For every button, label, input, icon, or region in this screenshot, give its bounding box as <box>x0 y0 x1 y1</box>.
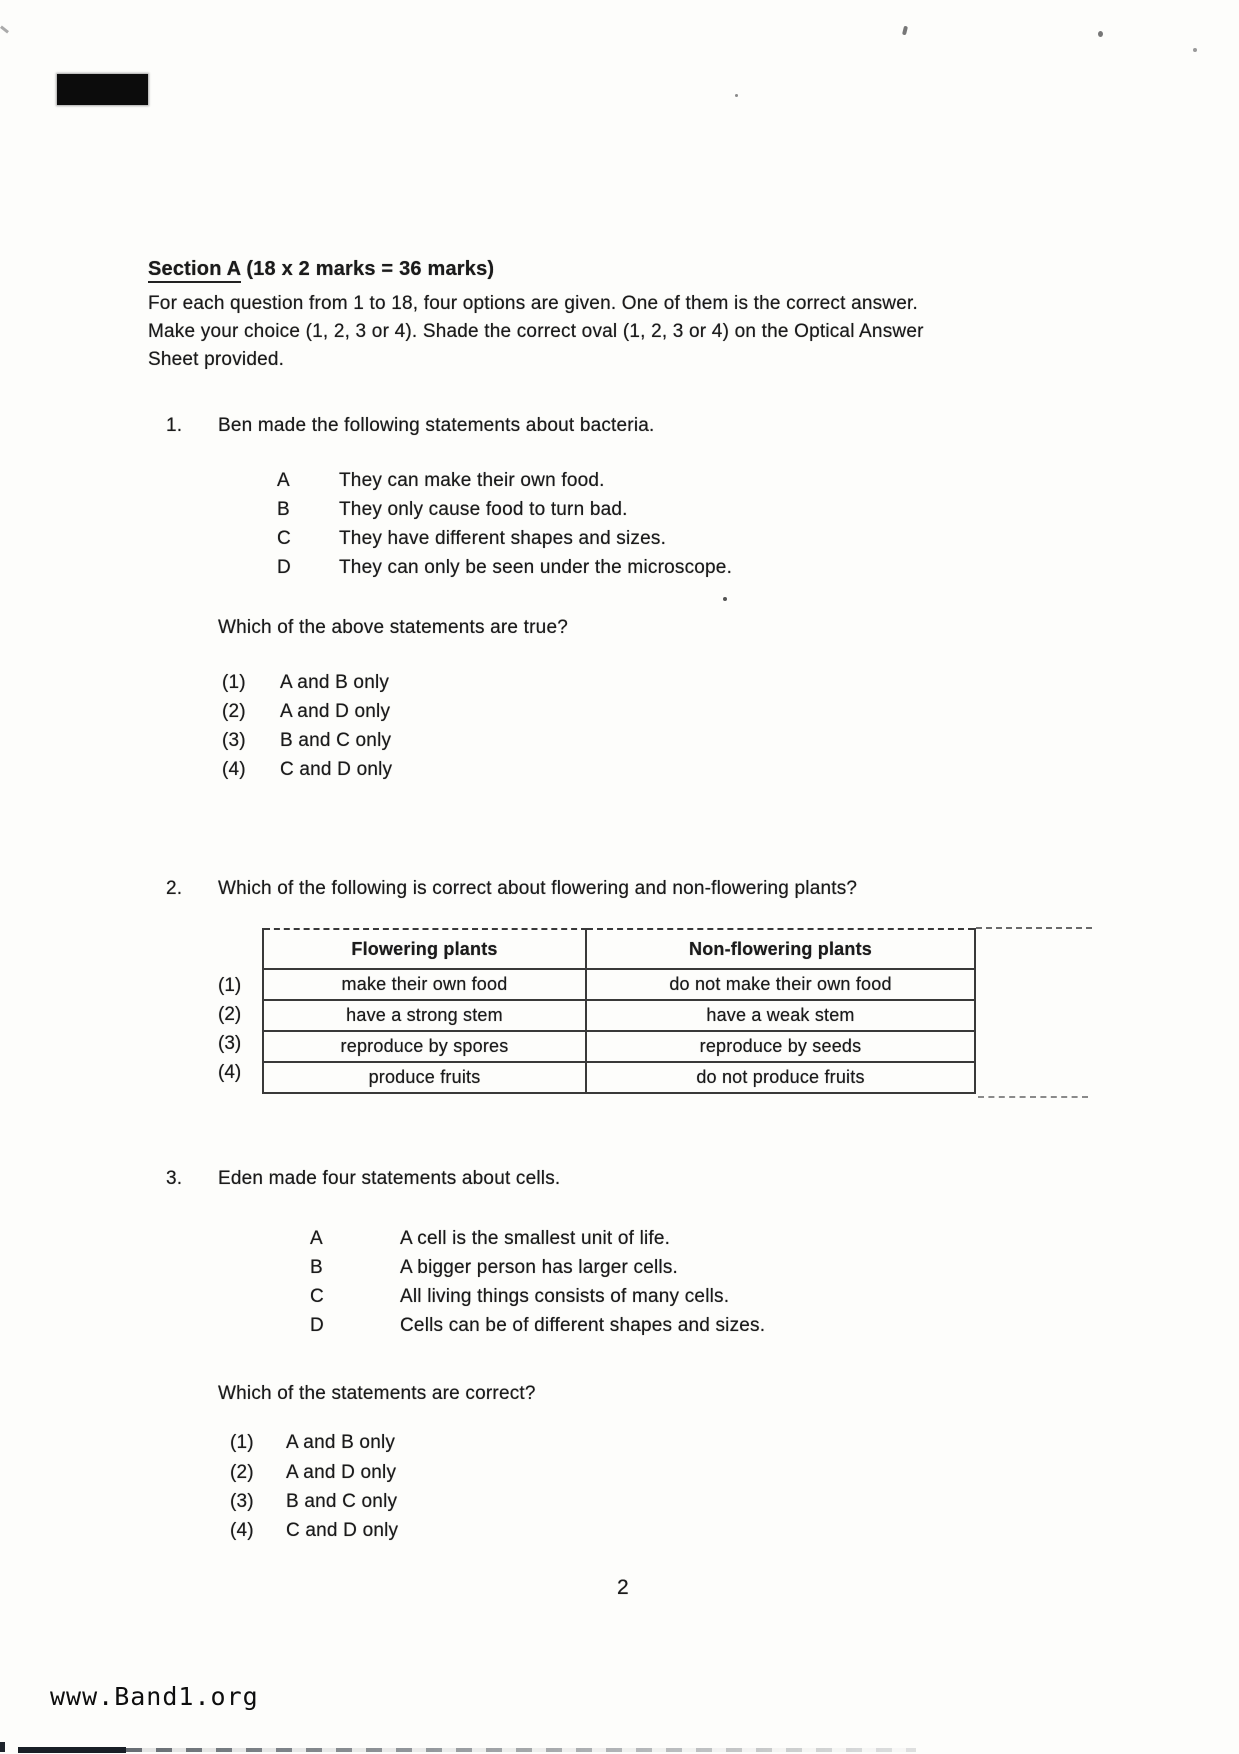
q3-statement-text: Cells can be of different shapes and sizes. <box>400 1315 766 1336</box>
scan-artifact <box>1098 31 1103 37</box>
q1-option-label: (4) <box>222 759 246 780</box>
q1-option-text: A and D only <box>280 701 391 722</box>
q1-statement-text: They can make their own food. <box>339 470 605 491</box>
q2-row-label: (3) <box>218 1033 242 1054</box>
q1-option-label: (3) <box>222 730 246 751</box>
q1-statement-text: They only cause food to turn bad. <box>339 499 628 520</box>
q1-statement-letter: A <box>277 470 290 491</box>
q1-statement-text: They can only be seen under the microscope. <box>339 557 733 578</box>
q3-statement-text: All living things consists of many cells. <box>400 1286 730 1307</box>
scan-artifact <box>0 26 9 34</box>
q2-table-cell: make their own food <box>264 968 587 999</box>
q3-statement-letter: B <box>310 1257 323 1278</box>
q3-option-text: C and D only <box>286 1520 399 1541</box>
q1-number: 1. <box>166 415 183 436</box>
q2-row-label: (4) <box>218 1062 242 1083</box>
q1-statement-letter: C <box>277 528 291 549</box>
redaction-box <box>57 74 148 105</box>
q2-table-cell: do not make their own food <box>587 968 974 999</box>
q3-option-label: (3) <box>230 1491 254 1512</box>
q1-option-text: A and B only <box>280 672 390 693</box>
q2-table-cell: do not produce fruits <box>587 1061 974 1092</box>
q3-prompt: Which of the statements are correct? <box>218 1383 536 1404</box>
q3-option-text: A and B only <box>286 1432 396 1453</box>
watermark: www.Band1.org <box>50 1682 259 1711</box>
q3-statement-letter: C <box>310 1286 324 1307</box>
q2-table-header: Non-flowering plants <box>587 928 974 968</box>
q2-row-label: (2) <box>218 1004 242 1025</box>
q2-comparison-table <box>262 928 976 1094</box>
q3-stem: Eden made four statements about cells. <box>218 1168 561 1189</box>
scan-artifact <box>0 1742 5 1752</box>
q1-option-text: B and C only <box>280 730 392 751</box>
q2-table-cell: reproduce by spores <box>264 1030 587 1061</box>
instruction-line-1: For each question from 1 to 18, four options are given. One of them is the correct answer. <box>148 293 918 314</box>
section-marks: (18 x 2 marks = 36 marks) <box>240 258 495 280</box>
q1-prompt: Which of the above statements are true? <box>218 617 568 638</box>
section-heading <box>148 258 494 281</box>
q2-number: 2. <box>166 878 183 899</box>
q3-statement-text: A bigger person has larger cells. <box>400 1257 679 1278</box>
q2-table-cell: reproduce by seeds <box>587 1030 974 1061</box>
scan-artifact <box>902 26 908 36</box>
q3-option-label: (2) <box>230 1462 254 1483</box>
q3-statement-text: A cell is the smallest unit of life. <box>400 1228 671 1249</box>
q2-table-cell: have a strong stem <box>264 999 587 1030</box>
scan-artifact <box>735 94 738 97</box>
q1-option-text: C and D only <box>280 759 393 780</box>
q3-option-label: (1) <box>230 1432 254 1453</box>
q2-table-cell: produce fruits <box>264 1061 587 1092</box>
q3-number: 3. <box>166 1168 183 1189</box>
q3-option-label: (4) <box>230 1520 254 1541</box>
q3-statement-letter: D <box>310 1315 324 1336</box>
q1-stem: Ben made the following statements about bacteria. <box>218 415 655 436</box>
instruction-line-3: Sheet provided. <box>148 349 285 370</box>
q1-statement-letter: D <box>277 557 291 578</box>
q2-table-header: Flowering plants <box>264 928 587 968</box>
q2-table-cell: have a weak stem <box>587 999 974 1030</box>
section-title: Section A <box>148 258 241 283</box>
scan-artifact <box>1193 48 1197 52</box>
q1-statement-letter: B <box>277 499 290 520</box>
bottom-scan-bar <box>126 1748 916 1752</box>
scan-artifact <box>976 927 1092 929</box>
instruction-line-2: Make your choice (1, 2, 3 or 4). Shade the correct oval (1, 2, 3 or 4) on the Optical Answer <box>148 321 924 342</box>
q3-statement-letter: A <box>310 1228 323 1249</box>
q1-option-label: (2) <box>222 701 246 722</box>
q2-row-label: (1) <box>218 975 242 996</box>
q1-statement-text: They have different shapes and sizes. <box>339 528 667 549</box>
q3-option-text: B and C only <box>286 1491 398 1512</box>
page-number: 2 <box>617 1576 629 1599</box>
bottom-scan-bar <box>18 1747 126 1753</box>
scan-artifact <box>723 597 727 601</box>
scan-artifact <box>978 1096 1088 1098</box>
q2-stem: Which of the following is correct about flowering and non-flowering plants? <box>218 878 858 899</box>
q1-option-label: (1) <box>222 672 246 693</box>
q3-option-text: A and D only <box>286 1462 397 1483</box>
